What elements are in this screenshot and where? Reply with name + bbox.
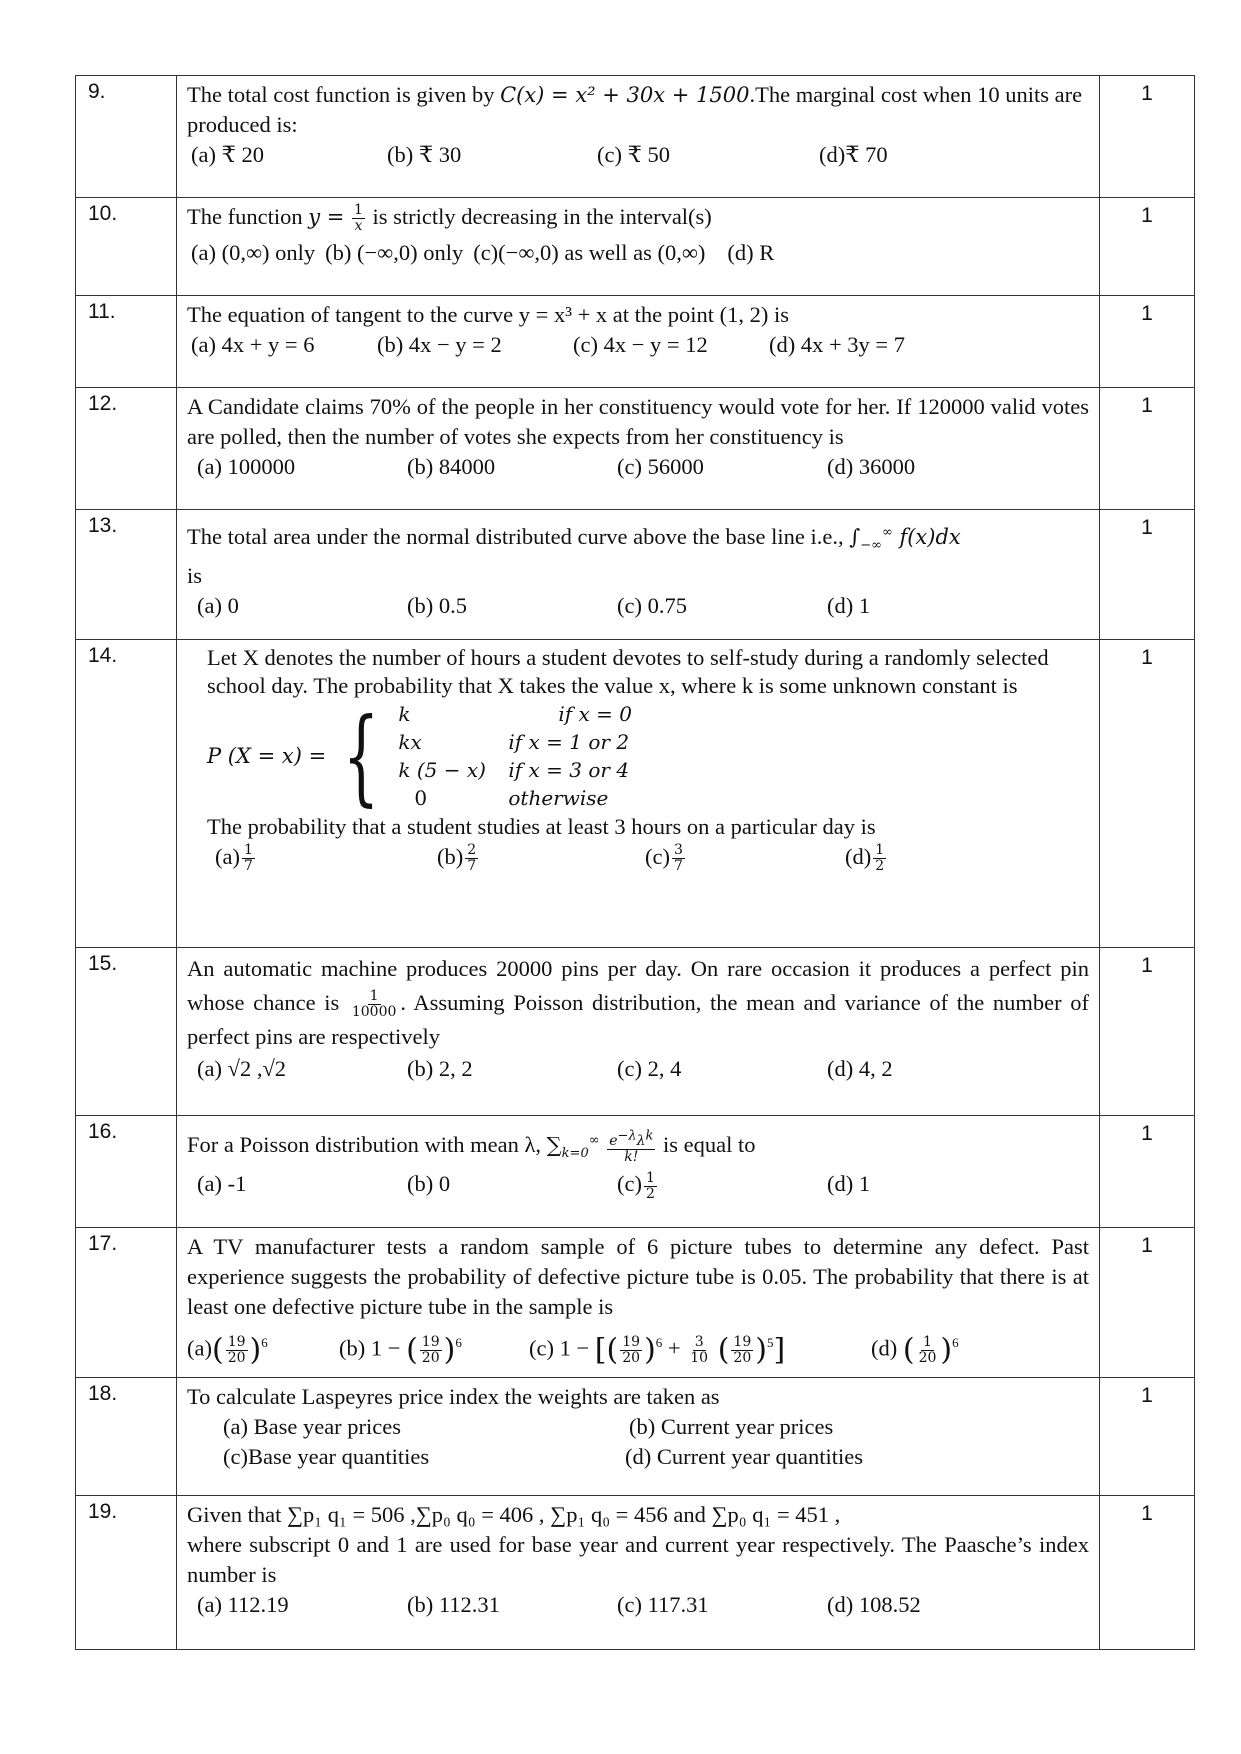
option-c: (c) 117.31 [617, 1592, 709, 1617]
option-c: (c) 56000 [617, 454, 704, 479]
question-number: 17. [76, 1228, 177, 1378]
question-sheet [75, 75, 1167, 1650]
option-d: (d) 108.52 [827, 1592, 921, 1617]
question-row-12 [76, 388, 1195, 510]
question-marks: 1 [1100, 1228, 1195, 1378]
question-body [177, 1116, 1100, 1228]
option-a: (a) (0,∞) only [191, 240, 316, 266]
pmf-condition: if x = 0 [558, 702, 633, 726]
question-row-18 [76, 1378, 1195, 1496]
option-c: (c) ₹ 50 [597, 142, 671, 167]
option-d: (d) 1 [827, 1171, 871, 1197]
option-b: (b) ₹ 30 [387, 142, 462, 167]
question-body [177, 198, 1100, 296]
question-row-14 [76, 640, 1195, 948]
question-stem: The total cost function is given by [187, 82, 495, 107]
option-a: (a) $\frac{1}{7}$ [215, 842, 253, 875]
option-c: (c)(−∞,0) as well as (0,∞) [473, 240, 706, 266]
question-marks: 1 [1100, 388, 1195, 510]
question-number: 11. [76, 296, 177, 388]
math-expression: C(x) = x² + 30x + 1500 [500, 83, 750, 107]
option-a: (a) ₹ 20 [191, 142, 265, 167]
option-a: (a) 112.19 [197, 1592, 289, 1617]
pmf-condition: if x = 1 or 2 [508, 730, 630, 754]
question-marks: 1 [1100, 948, 1195, 1116]
question-stem: The total area under the normal distributed curve above the base line i.e., [187, 524, 844, 549]
pmf-definition [197, 695, 708, 817]
question-body [177, 948, 1100, 1116]
question-stem: . Assuming Poisson distribution, the mean and variance of the number of perfect pins are respectively [187, 990, 1090, 1050]
option-a: (a) -1 [197, 1171, 247, 1197]
option-b: (b) Current year prices [629, 1414, 834, 1439]
question-stem: is equal to [663, 1132, 756, 1157]
pmf-value: 0 [414, 786, 428, 810]
option-d: (d) Current year quantities [625, 1444, 864, 1469]
option-b: (b) 112.31 [407, 1592, 500, 1617]
question-marks: 1 [1100, 296, 1195, 388]
question-number: 15. [76, 948, 177, 1116]
question-table [75, 75, 1195, 1650]
question-row-16 [76, 1116, 1195, 1228]
question-marks: 1 [1100, 1116, 1195, 1228]
question-body [177, 1228, 1100, 1378]
pmf-condition: if x = 3 or 4 [508, 758, 630, 782]
question-row-19 [76, 1496, 1195, 1650]
question-body [177, 76, 1100, 198]
question-marks: 1 [1100, 510, 1195, 640]
question-stem: The function [187, 204, 303, 229]
option-c: (c) $\frac{1}{2}$ [617, 1169, 655, 1202]
option-d: (d) 1 [827, 593, 871, 619]
option-c: (c) 2, 4 [617, 1056, 682, 1082]
option-b: (b) 0.5 [407, 593, 467, 619]
option-c: (c) 4x − y = 12 [573, 332, 708, 357]
option-b: (b) 0 [407, 1171, 451, 1197]
fraction: $\frac{e^{-\lambda}\lambda^k}{k!}$ [609, 1128, 654, 1166]
question-number: 14. [76, 640, 177, 948]
pmf-value: k [398, 702, 411, 726]
question-body [177, 388, 1100, 510]
question-number: 16. [76, 1116, 177, 1228]
option-b: (b) 2, 2 [407, 1056, 473, 1082]
pmf-value: kx [398, 730, 422, 754]
brace-icon: { [343, 695, 380, 817]
question-stem: The probability that a student studies at least 3 hours on a particular day is [207, 814, 876, 839]
question-number: 10. [76, 198, 177, 296]
option-d: (d)₹ 70 [819, 142, 888, 167]
question-number: 12. [76, 388, 177, 510]
question-marks: 1 [1100, 1496, 1195, 1650]
question-marks: 1 [1100, 1378, 1195, 1496]
question-stem: Let X denotes the number of hours a student devotes to self-study during a randomly selected school day. The probability that X takes the value x, where k is some unknown constant is [207, 645, 1049, 698]
question-row-13 [76, 510, 1195, 640]
question-body [177, 510, 1100, 640]
question-stem: Given that ∑p₁ q₁ = 506 ,∑p₀ q₀ = 406 , ∑p₁ q₀ = 456 and ∑p₀ q₁ = 451 , [187, 1502, 841, 1527]
fraction: $\frac{1}{x}$ [353, 202, 363, 235]
question-number: 19. [76, 1496, 177, 1650]
math-expression: $\int_{-\infty}^\infty$ f(x)dx [849, 525, 961, 554]
question-body [177, 1378, 1100, 1496]
question-stem: is strictly decreasing in the interval(s) [372, 204, 712, 229]
option-c: (c)Base year quantities [223, 1444, 430, 1469]
question-number: 13. [76, 510, 177, 640]
question-row-15 [76, 948, 1195, 1116]
question-stem: A TV manufacturer tests a random sample of 6 picture tubes to determine any defect. Past experience suggests the probability of defective picture tube is 0.05. The probability that there is at least one defective picture tube in the sample is [187, 1234, 1089, 1319]
option-b: (b) (−∞,0) only [325, 240, 464, 266]
question-stem: A Candidate claims 70% of the people in her constituency would vote for her. If 120000 valid votes are polled, then the number of votes she expects from her constituency is [187, 394, 1089, 449]
question-stem: To calculate Laspeyres price index the weights are taken as [187, 1384, 720, 1409]
option-c: (c) $\frac{3}{7}$ [645, 842, 683, 875]
question-marks: 1 [1100, 198, 1195, 296]
option-d: (d) 4x + 3y = 7 [769, 332, 905, 357]
question-stem: An automatic machine produces 20000 pins per day. On rare occasion it produces a perfect pin whose chance is [187, 956, 1089, 1015]
pmf-lhs: P (X = x) = [207, 744, 327, 768]
question-marks: 1 [1100, 640, 1195, 948]
option-b: (b) 1 − ( $\frac{19}{20}$ )$^6$ [339, 1332, 462, 1368]
question-stem: is [187, 563, 203, 589]
option-c: (c) 1 − [( $\frac{19}{20}$ )$^6$ + $\frac{3}{10}$ ( $\frac{19}{20}$ )$^5$] [529, 1332, 786, 1368]
option-b: (b) 84000 [407, 454, 496, 479]
pmf-condition: otherwise [508, 786, 609, 810]
question-number: 9. [76, 76, 177, 198]
option-d: (d) $\frac{1}{2}$ [845, 842, 885, 875]
math-expression: y = [308, 205, 345, 229]
option-a: (a) 100000 [197, 454, 296, 479]
question-stem: where subscript 0 and 1 are used for base year and current year respectively. The Paasche’s index number is [187, 1532, 1089, 1587]
question-stem: .The marginal cost when 10 units are produced is: [187, 82, 1083, 137]
fraction: $\frac{1}{10000}$ [351, 988, 397, 1021]
option-d: (d) 36000 [827, 454, 916, 479]
option-a: (a) 4x + y = 6 [191, 332, 315, 357]
question-stem: The equation of tangent to the curve y = x³ + x at the point (1, 2) is [187, 302, 789, 327]
question-row-17 [76, 1228, 1195, 1378]
question-row-9 [76, 76, 1195, 198]
math-expression: $\sum_{k=0}^\infty$ [546, 1133, 600, 1162]
option-d: (d) 4, 2 [827, 1056, 893, 1082]
option-a: (a) Base year prices [223, 1414, 402, 1439]
question-number: 18. [76, 1378, 177, 1496]
option-a: (a) 0 [197, 593, 239, 619]
option-b: (b) $\frac{2}{7}$ [437, 842, 477, 875]
question-body [177, 296, 1100, 388]
question-row-10 [76, 198, 1195, 296]
option-a: (a)( $\frac{19}{20}$ )$^6$ [187, 1332, 268, 1368]
option-d: (d) ( $\frac{1}{20}$ )$^6$ [871, 1332, 959, 1368]
question-row-11 [76, 296, 1195, 388]
question-body [177, 1496, 1100, 1650]
option-b: (b) 4x − y = 2 [377, 332, 502, 357]
question-body [177, 640, 1100, 948]
pmf-value: k (5 − x) [398, 758, 486, 782]
option-c: (c) 0.75 [617, 593, 687, 619]
option-d: (d) R [727, 240, 775, 266]
option-a: (a) √2 ,√2 [197, 1056, 287, 1082]
pmf-cases [398, 700, 708, 812]
question-stem: For a Poisson distribution with mean λ, [187, 1132, 542, 1157]
question-marks: 1 [1100, 76, 1195, 198]
